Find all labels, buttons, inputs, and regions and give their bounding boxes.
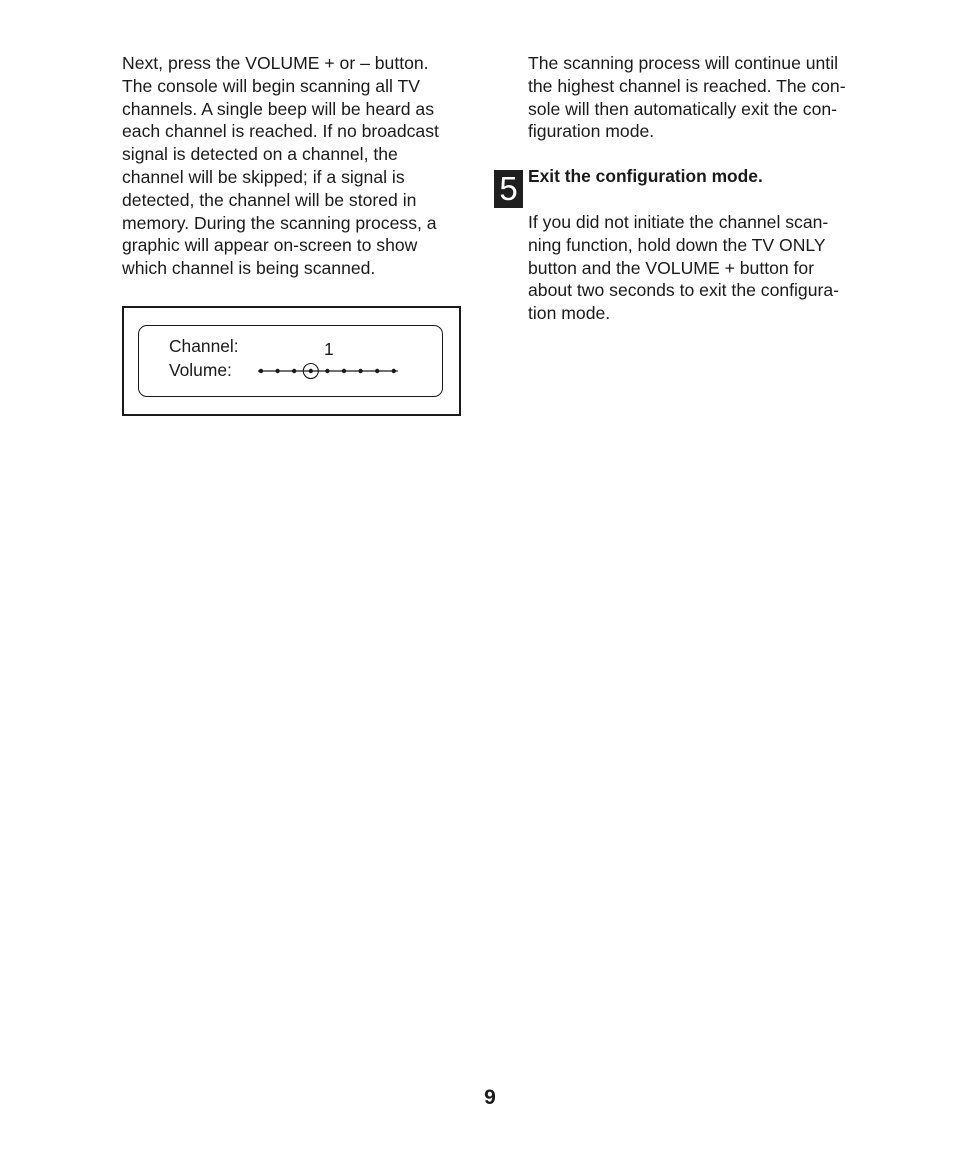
instruction-paragraph-exit-configuration: If you did not initiate the channel scan- ning function, hold down the TV ONLY button and the VOLUME + button for about two seconds to exit the configura- tion mode.	[528, 212, 840, 324]
volume-level-dot	[275, 369, 279, 373]
volume-level-indicator	[256, 360, 416, 382]
volume-level-dot	[375, 369, 379, 373]
instruction-paragraph-scanning: Next, press the VOLUME + or – button. The console will begin scanning all TV channels. A single beep will be heard as each channel is reached. If no broadcast signal is detected on a channel, the channel will be skipped; if a signal is detected, the channel will be stored in memory. During the scanning process, a graphic will appear on-screen to show which channel is being scanned.	[122, 53, 439, 279]
volume-level-dot	[392, 369, 396, 373]
volume-level-dot	[358, 369, 362, 373]
step-heading: Exit the configuration mode.	[528, 166, 763, 186]
step-number-badge: 5	[494, 170, 523, 208]
volume-level-dot	[259, 369, 263, 373]
volume-level-dot	[292, 369, 296, 373]
channel-label: Channel:	[169, 336, 239, 356]
instruction-paragraph-scan-complete: The scanning process will continue until the highest channel is reached. The con- sole will then automatically exit the con- figuration mode.	[528, 53, 846, 142]
volume-level-dot	[325, 369, 329, 373]
volume-level-dot	[342, 369, 346, 373]
page-number: 9	[484, 1086, 496, 1109]
channel-number-value: 1	[324, 339, 334, 359]
volume-label: Volume:	[169, 360, 232, 380]
volume-level-dot	[309, 369, 313, 373]
